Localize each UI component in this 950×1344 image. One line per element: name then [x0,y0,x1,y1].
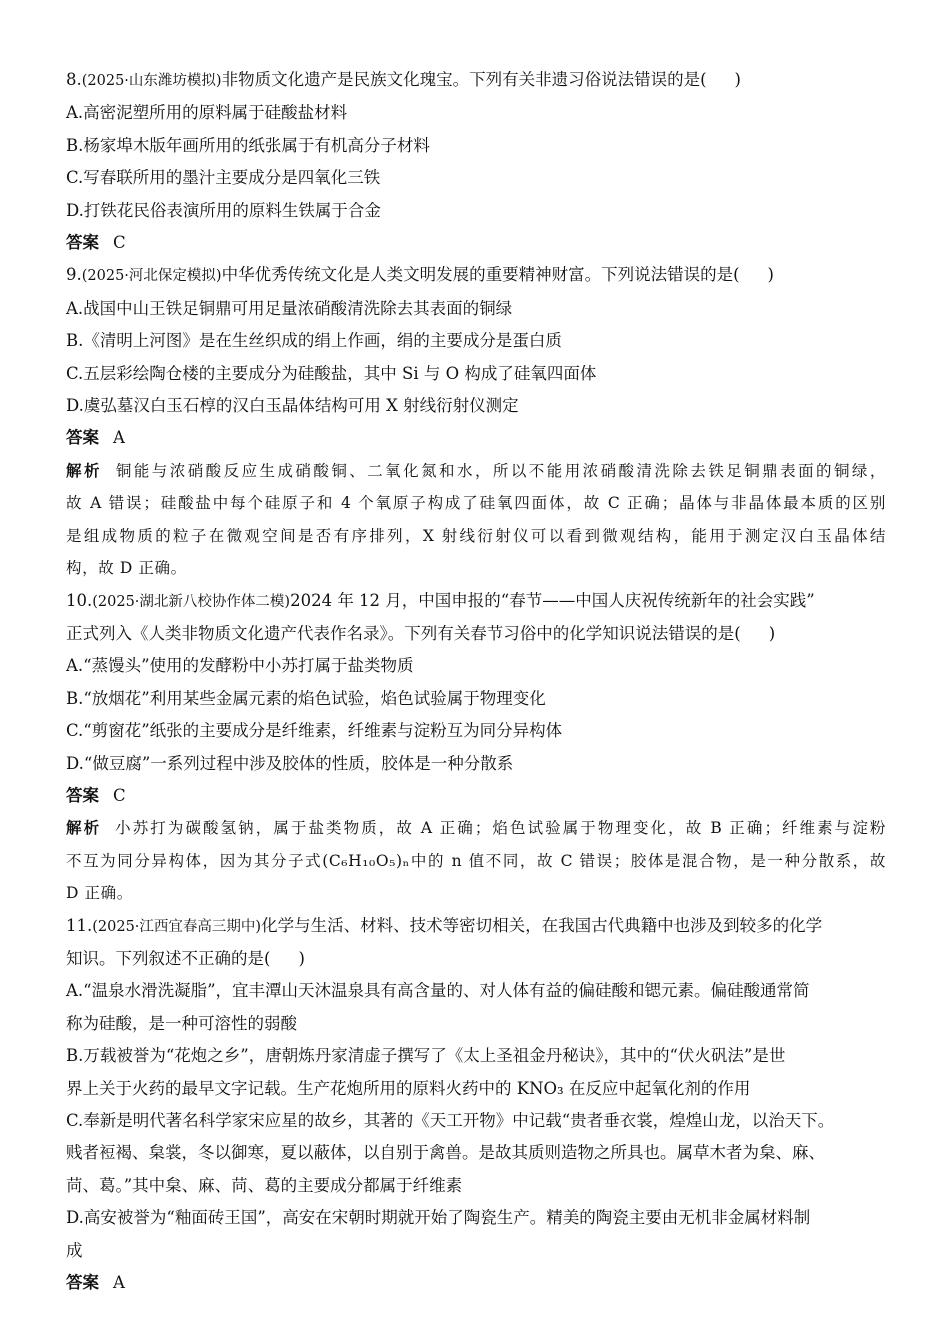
question-8-stem: 8.(2025·山东潍坊模拟)非物质文化遗产是民族文化瑰宝。下列有关非遗习俗说法错误的是( ) [66,70,741,89]
question-10-explanation-line: 不互为同分异构体，因为其分子式(C₆H₁₀O₅)ₙ中的 n 值不同，故 C 错误；胶体是混合物，是一种分散系，故 [66,851,886,870]
question-11-option-a: A.“温泉水滑洗凝脂”，宜丰潭山天沐温泉具有高含量的、对人体有益的偏硅酸和锶元素。偏硅酸通常简 [66,981,810,1001]
question-11-option-b: B.万载被誉为“花炮之乡”，唐朝炼丹家清虚子撰写了《太上圣祖金丹秘诀》，其中的“伏火矾法”是世 [66,1046,786,1066]
question-11-option-d-cont: 成 [66,1240,83,1260]
question-10-explanation-line: D 正确。 [66,884,133,903]
question-10-option-a: A.“蒸馒头”使用的发酵粉中小苏打属于盐类物质 [66,656,414,676]
question-10-answer: 答案 C [66,785,126,805]
question-9-answer: 答案 A [66,428,125,448]
question-10-option-b: B.“放烟花”利用某些金属元素的焰色试验，焰色试验属于物理变化 [66,688,546,708]
question-9-explanation-line: 故 A 错误；硅酸盐中每个硅原子和 4 个氧原子构成了硅氧四面体，故 C 正确；晶体与非晶体最本质的区别 [66,494,886,513]
question-8-option-a: A.高密泥塑所用的原料属于硅酸盐材料 [66,103,348,123]
question-11-option-c-cont: 苘、葛。”其中枲、麻、苘、葛的主要成分都属于纤维素 [66,1175,463,1195]
question-9-option-d: D.虞弘墓汉白玉石椁的汉白玉晶体结构可用 X 射线衍射仪测定 [66,396,519,416]
question-9-explanation-line: 构，故 D 正确。 [66,559,187,578]
question-9-option-a: A.战国中山王铁足铜鼎可用足量浓硝酸清洗除去其表面的铜绿 [66,298,513,318]
question-8-option-c: C.写春联所用的墨汁主要成分是四氧化三铁 [66,168,381,188]
question-10-stem-cont: 正式列入《人类非物质文化遗产代表作名录》。下列有关春节习俗中的化学知识说法错误的是( ) [66,623,776,643]
question-11-stem-cont: 知识。下列叙述不正确的是( ) [66,948,305,968]
question-9-explanation-line: 是组成物质的粒子在微观空间是否有序排列，X 射线衍射仪可以看到微观结构，能用于测定汉白玉晶体结 [66,526,886,545]
question-11-option-c: C.奉新是明代著名科学家宋应星的故乡，其著的《天工开物》中记载“贵者垂衣裳，煌煌山龙，以治天下。 [66,1111,835,1130]
question-9-stem: 9.(2025·河北保定模拟)中华优秀传统文化是人类文明发展的重要精神财富。下列说法错误的是( ) [66,265,774,285]
question-9-option-c: C.五层彩绘陶仓楼的主要成分为硅酸盐，其中 Si 与 O 构成了硅氧四面体 [66,363,597,383]
question-9-explanation-line: 解析 铜能与浓硝酸反应生成硝酸铜、二氧化氮和水，所以不能用浓硝酸清洗除去铁足铜鼎表面的铜绿， [66,461,886,480]
question-10-explanation-line: 解析 小苏打为碳酸氢钠，属于盐类物质，故 A 正确；焰色试验属于物理变化，故 B 正确；纤维素与淀粉 [66,819,887,838]
question-11-stem: 11.(2025·江西宜春高三期中)化学与生活、材料、技术等密切相关，在我国古代典籍中也涉及到较多的化学 [66,915,823,935]
question-11-option-d: D.高安被誉为“釉面砖王国”，高安在宋朝时期就开始了陶瓷生产。精美的陶瓷主要由无机非金属材料制 [66,1208,811,1228]
question-8-option-d: D.打铁花民俗表演所用的原料生铁属于合金 [66,200,381,220]
question-8-option-b: B.杨家埠木版年画所用的纸张属于有机高分子材料 [66,135,430,155]
question-11-answer: 答案 A [66,1273,125,1293]
question-10-option-d: D.“做豆腐”一系列过程中涉及胶体的性质，胶体是一种分散系 [66,753,514,773]
question-11-option-c-cont: 贱者裋褐、枲裳，冬以御寒，夏以蔽体，以自别于禽兽。是故其质则造物之所具也。属草木者为枲、麻、 [66,1143,825,1163]
document-page [66,64,886,1299]
question-9-option-b: B.《清明上河图》是在生丝织成的绢上作画，绢的主要成分是蛋白质 [66,331,562,351]
question-11-option-b-cont: 界上关于火药的最早文字记载。生产花炮所用的原料火药中的 KNO₃ 在反应中起氧化剂的作用 [66,1078,751,1098]
question-8-answer: 答案 C [66,233,126,253]
question-11-option-a-cont: 称为硅酸，是一种可溶性的弱酸 [66,1013,297,1033]
question-10-option-c: C.“剪窗花”纸张的主要成分是纤维素，纤维素与淀粉互为同分异构体 [66,721,563,741]
question-10-stem: 10.(2025·湖北新八校协作体二模)2024 年 12 月，中国申报的“春节——中国人庆祝传统新年的社会实践” [66,590,815,610]
